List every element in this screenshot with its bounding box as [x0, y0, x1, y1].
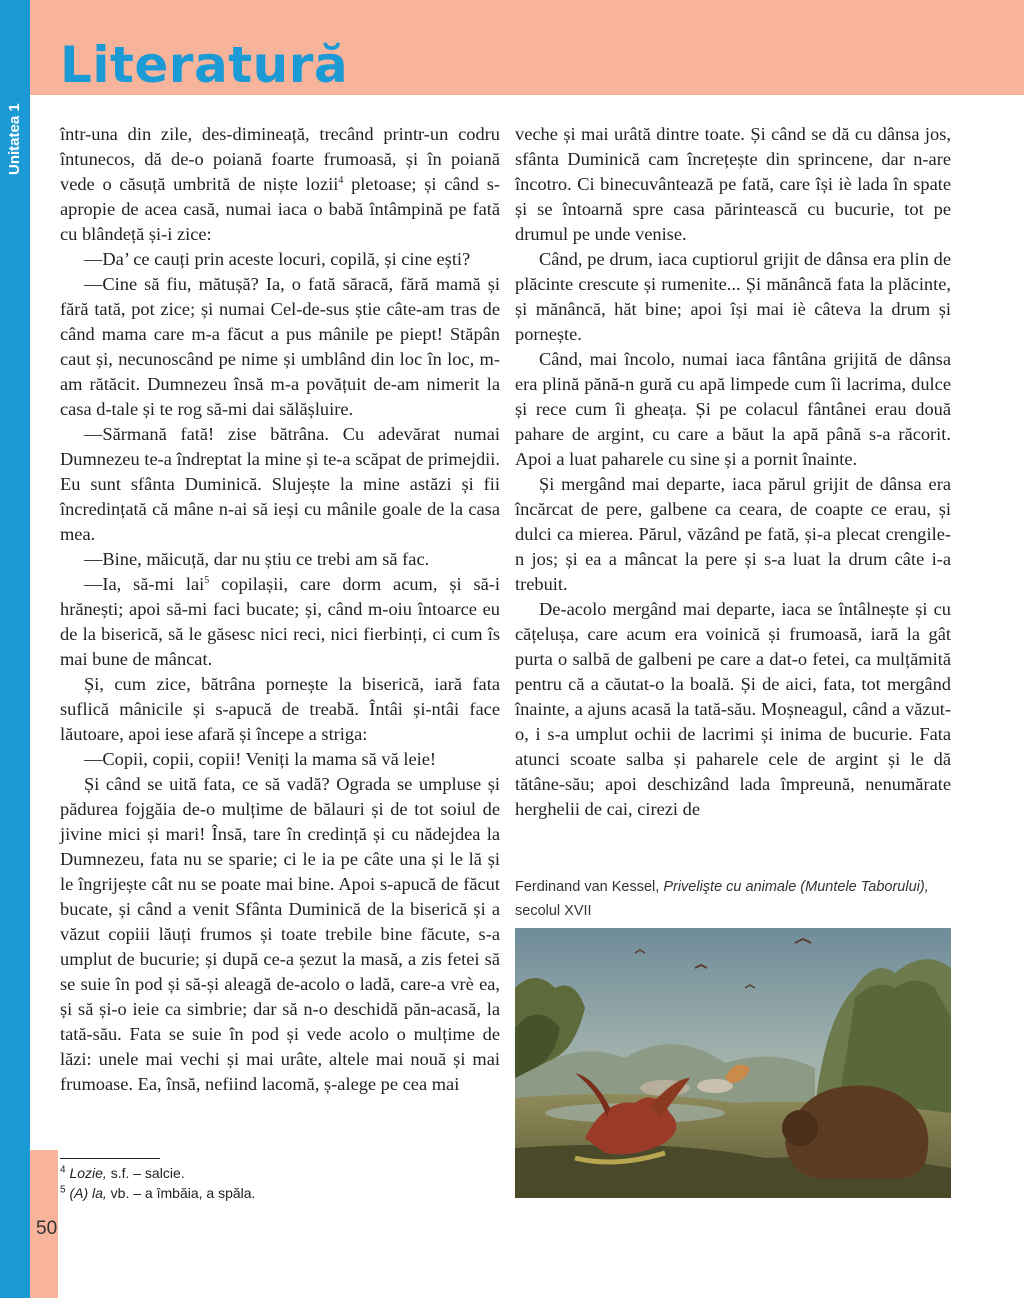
text-segment: Când, mai încolo, numai iaca fântâna grijită de dânsa era plină pănă-n gură cu apă limpede cum îi lacrima, dulce și rece cum îi gheața. Și pe colacul fântânei erau două pahare de argint, cu care a băut la apă până s-a răcorit. Apoi a luat paharele cu sine și a pornit înainte. — [515, 349, 951, 469]
footnote-marker[interactable]: 5 — [204, 574, 210, 586]
caption-author: Ferdinand van Kessel, — [515, 879, 660, 895]
paragraph — [515, 472, 951, 597]
paragraph — [515, 347, 951, 472]
footnote-divider — [60, 1158, 160, 1159]
text-segment: copilașii, care dorm acum, și să-i hrănești; apoi să-mi faci bucate; și, când m-oiu întoarce eu de la biserică, să le găsesc nici reci, nici fierbinți, ci cum îs mai bune de mâncat. — [60, 574, 501, 669]
paragraph — [515, 597, 951, 822]
left-text-column — [60, 122, 500, 1097]
painting-image — [515, 928, 951, 1198]
caption-century: secolul XVII — [515, 903, 592, 919]
text-segment: pletoase; și când s-apropie de acea casă, numai iaca o babă întâmpină pe fată cu blândeță și-i zice: — [60, 174, 500, 244]
paragraph — [60, 547, 500, 572]
unit-label: Unitatea 1 — [6, 103, 23, 175]
footnote-marker[interactable]: 4 — [338, 174, 344, 186]
paragraph — [60, 747, 500, 772]
text-segment: —Sărmană fată! zise bătrâna. Cu adevărat numai Dumnezeu te-a îndreptat la mine și te-a scăpat de primejdii. Eu sunt sfânta Duminică. Slujește la mine astăzi și fii încredințată că mâne n-ai să ieși cu mânile goale de la casa mea. — [60, 424, 500, 544]
text-segment: —Cine să fiu, mătușă? Ia, o fată săracă, fără mamă și fără tată, pot zice; și numai Cel-de-sus știe câte-am tras de când mama care m-a făcut a pus mânile pe piept! Stăpân caut și, necunoscând pe nime și umblând din loc în loc, m-am rătăcit. Dumnezeu însă m-a povățuit de-am nimerit la casa d-tale și te rog să-mi dai sălășluire. — [60, 274, 500, 419]
caption-work-title: Privelişte cu animale (Muntele Taborului), — [663, 879, 929, 895]
text-segment: —Da’ ce cauți prin aceste locuri, copilă, și cine ești? — [84, 249, 471, 269]
footnote-number: 4 — [60, 1164, 66, 1176]
paragraph — [515, 122, 951, 247]
footnote — [60, 1183, 500, 1203]
text-segment: Și, cum zice, bătrâna pornește la biserică, iară fata suflică mânicile și s-apucă de treabă. Întâi și-ntâi face lăutoare, apoi iese afară și începe a striga: — [60, 674, 500, 744]
footnote-term: Lozie, — [69, 1165, 107, 1181]
paragraph — [60, 122, 500, 247]
paragraph — [60, 247, 500, 272]
page-title: Literatură — [60, 36, 349, 94]
footnote — [60, 1163, 500, 1183]
page-number: 50 — [36, 1218, 58, 1239]
text-segment: Când, pe drum, iaca cuptiorul grijit de dânsa era plin de plăcinte crescute și rumenite... Și mănâncă fata la plăcinte, și mănâncă, hăt bine; apoi își mai iè câteva la drum și pornește. — [515, 249, 951, 344]
left-side-bar — [0, 0, 30, 1298]
text-segment: veche și mai urâtă dintre toate. Și când se dă cu dânsa jos, sfânta Duminică cam încrețește din sprincene, dar n-are încotro. Ci binecuvântează pe fată, care își iè lada în spate și se întoarnă spre casa părintească cu bucurie, tot pe drumul pe unde venise. — [515, 124, 951, 244]
text-segment: Și mergând mai departe, iaca părul grijit de dânsa era încărcat de pere, galbene ca ceara, de coapte ce erau, și dulci ca mierea. Părul, văzând pe fată, și-a plecat crengile-n jos; și ea a mâncat la pere și s-a luat la drum câte i-a trebuit. — [515, 474, 951, 594]
text-segment: Și când se uită fata, ce să vadă? Ograda se umpluse și pădurea fojgăia de-o mulțime de bălauri și de tot soiul de jivine mici și mari! Însă, tare în credință și cu nădejdea la Dumnezeu, fata nu se sparie; ci le ia pe câte una și le lă și le îngrijește cât nu se poate mai bine. Apoi s-apucă de făcut bucate, și când a venit Sfânta Duminică de la biserică și a văzut copiii lăuți frumos și toate trebile bine făcute, s-a umplut de bucurie; și după ce-a șezut la masă, a zis fetei să se suie în pod și să-și aleagă de-acolo o ladă, care-a vrè ea, și să și-o ieie ca simbrie; dar să n-o deschidă păn-acasă, la tată-său. Fata se suie în pod și vede acolo o mulțime de lăzi: unele mai vechi și mai urâte, altele mai nouă și mai frumoase. Ea, însă, nefiind lacomă, ș-alege pe cea mai — [60, 774, 500, 1094]
painting-caption — [515, 875, 951, 923]
text-segment: —Copii, copii, copii! Veniți la mama să vă leie! — [84, 749, 437, 769]
paragraph — [515, 247, 951, 347]
paragraph — [60, 672, 500, 747]
footnote-definition: vb. – a îmbăia, a spăla. — [106, 1185, 256, 1201]
paragraph — [60, 422, 500, 547]
paragraph — [60, 272, 500, 422]
text-segment: —Ia, să-mi lai — [84, 574, 205, 594]
footnotes — [60, 1163, 500, 1203]
right-text-column — [515, 122, 951, 822]
footnote-definition: s.f. – salcie. — [106, 1165, 185, 1181]
text-segment: într-una din zile, des-dimineață, trecând printr-un codru întunecos, dă de-o poiană foarte frumoasă, și în poiană vede o căsuță umbrită de niște lozii — [60, 124, 500, 194]
paragraph — [60, 572, 500, 672]
text-segment: —Bine, măicuță, dar nu știu ce trebi am să fac. — [84, 549, 430, 569]
footnote-number: 5 — [60, 1184, 66, 1196]
paragraph — [60, 772, 500, 1097]
text-segment: De-acolo mergând mai departe, iaca se întâlnește și cu cățelușa, care acum era voinică și frumoasă, iară la gât purta o salbă de galbeni pe care a dat-o fetei, ca mulțămită pentru că a căutat-o la boală. Și de aici, fata, tot mergând înainte, a ajuns acasă la tată-său. Moșneagul, când a văzut-o, i s-a umplut ochii de lacrimi și inima de bucurie. Fata atunci scoate salba și paharele cele de argint și le dă tătâne-său; apoi deschizând lada împreună, nenumărate herghelii de cai, cirezi de — [515, 599, 951, 819]
footnote-term: (A) la, — [69, 1185, 107, 1201]
